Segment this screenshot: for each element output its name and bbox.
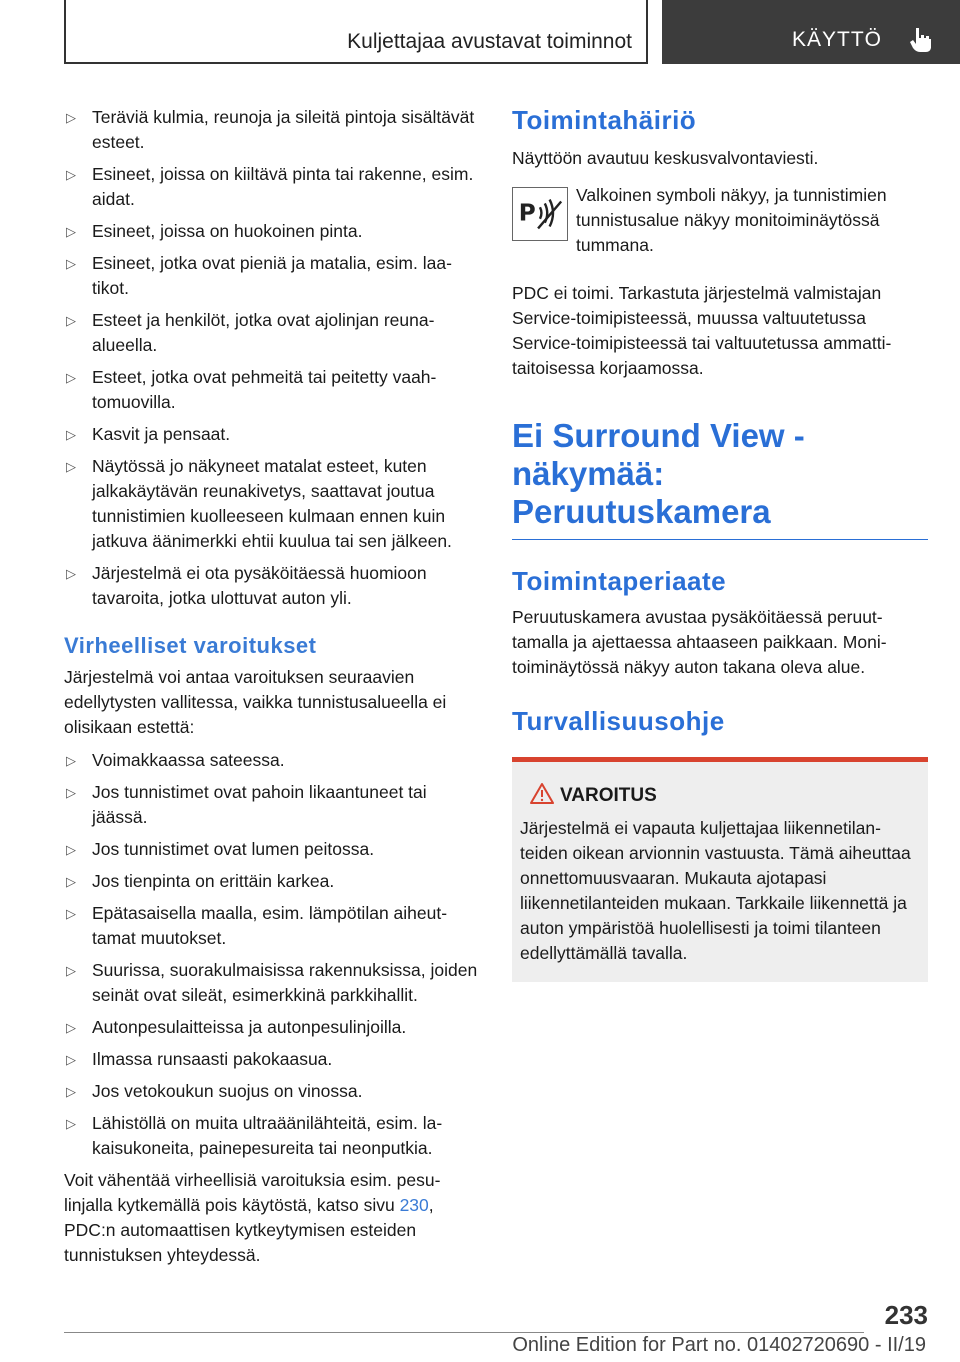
bullet-triangle-icon: ▷ xyxy=(66,1084,76,1099)
false-warnings-intro: Järjestelmä voi antaa varoituksen seuraavien edellytysten vallitessa, vaikka tunnistusalueella ei olisikaan estettä: xyxy=(64,667,447,737)
bullet-triangle-icon: ▷ xyxy=(66,874,76,889)
list-item-text: Esteet, jotka ovat pehmeitä tai peitetty vaahtomuovilla. xyxy=(92,367,437,412)
page-number: 233 xyxy=(884,1300,928,1330)
bullet-triangle-icon: ▷ xyxy=(66,842,76,857)
false-warnings-list xyxy=(64,748,478,1161)
list-item xyxy=(64,422,478,447)
header-section-tab xyxy=(662,0,960,64)
list-item-text: Ilmassa runsaasti pakokaasua. xyxy=(92,1049,333,1069)
bullet-triangle-icon: ▷ xyxy=(66,459,76,474)
list-item xyxy=(64,1079,478,1104)
hand-pointer-icon xyxy=(906,24,936,54)
section-title: KÄYTTÖ xyxy=(792,28,883,51)
bullet-triangle-icon: ▷ xyxy=(66,1052,76,1067)
list-item xyxy=(64,1047,478,1072)
list-item-text: Järjestelmä ei ota pysäköitäessä huomioon tavaroita, jotka ulottuvat auton yli. xyxy=(92,563,427,608)
warning-title: VAROITUS xyxy=(560,785,657,806)
list-item-text: Epätasaisella maalla, esim. lämpötilan aiheuttamat muutokset. xyxy=(92,903,448,948)
bullet-triangle-icon: ▷ xyxy=(66,370,76,385)
bullet-triangle-icon: ▷ xyxy=(66,906,76,921)
bullet-triangle-icon: ▷ xyxy=(66,785,76,800)
closing-text-before: Voit vähentää virheellisiä varoituksia esim. pesulinjalla kytkemällä pois käytöstä, katso sivu xyxy=(64,1170,441,1215)
bullet-triangle-icon: ▷ xyxy=(66,167,76,182)
edition-footer: Online Edition for Part no. 01402720690 - II/19 xyxy=(512,1334,926,1356)
symbol-description: Valkoinen symboli näkyy, ja tunnistimien tunnistusalue näkyy monitoiminäytössä tummana. xyxy=(576,185,887,255)
footer-divider xyxy=(64,1332,864,1333)
symbol-row xyxy=(512,183,928,273)
pdc-warning-icon xyxy=(512,187,568,241)
malfunction-heading: Toimintahäiriö xyxy=(512,105,697,135)
right-column xyxy=(512,105,928,982)
list-item xyxy=(64,748,478,773)
bullet-triangle-icon: ▷ xyxy=(66,753,76,768)
closing-text-after: , PDC:n automaattisen kytkeytymisen esteiden tunnistuksen yhteydessä. xyxy=(64,1195,434,1265)
pdc-failure-text: PDC ei toimi. Tarkastuta järjestelmä valmistajan Service-toimipisteessä, muussa valtuutetussa Service-toimipisteessä tai valtuutetussa ammattitaitoisessa korjaamossa. xyxy=(512,283,892,378)
list-item-text: Näytössä jo näkyneet matalat esteet, kuten jalkakäytävän reunakivetys, saattavat joutua tunnistimien kuolleeseen kulmaan ennen kuin jatkuva äänimerkki ehtii kuulua tai sen jälkeen. xyxy=(92,456,452,551)
warning-triangle-icon xyxy=(530,782,554,804)
main-heading: Ei Surround View - näkymää: Peruutuskamera xyxy=(512,417,928,540)
list-item xyxy=(64,780,478,830)
list-item xyxy=(64,251,478,301)
list-item-text: Jos tunnistimet ovat lumen peitossa. xyxy=(92,839,375,859)
list-item xyxy=(64,1015,478,1040)
list-item xyxy=(64,454,478,554)
list-item xyxy=(64,308,478,358)
closing-paragraph xyxy=(64,1168,478,1268)
bullet-triangle-icon: ▷ xyxy=(66,963,76,978)
list-item-text: Voimakkaassa sateessa. xyxy=(92,750,285,770)
warning-text: Järjestelmä ei vapauta kuljettajaa liikennetilanteiden oikean arvionnin vastuusta. Tämä aiheuttaa onnettomuusvaaran. Mukauta ajotapasi liikennetilanteiden mukaan. Tarkkaile liikennettä ja auton ympäristöä huolellisesti ja toimi tilanteen edellyttämällä tavalla. xyxy=(520,818,911,963)
chapter-title: Kuljettajaa avustavat toiminnot xyxy=(347,30,632,53)
list-item-text: Kasvit ja pensaat. xyxy=(92,424,231,444)
bullet-triangle-icon: ▷ xyxy=(66,313,76,328)
false-warnings-heading: Virheelliset varoitukset xyxy=(64,633,317,658)
principle-text: Peruutuskamera avustaa pysäköitäessä peruuttamalla ja ajettaessa ahtaaseen paikkaan. Monitoiminäytössä näkyy auton takana oleva alue. xyxy=(512,607,887,677)
list-item-text: Lähistöllä on muita ultraäänilähteitä, esim. lakaisukoneita, painepesureita tai neonputkia. xyxy=(92,1113,443,1158)
list-item-text: Autonpesulaitteissa ja autonpesulinjoilla. xyxy=(92,1017,407,1037)
list-item-text: Jos vetokoukun suojus on vinossa. xyxy=(92,1081,363,1101)
list-item-text: Esteet ja henkilöt, jotka ovat ajolinjan reunaalueella. xyxy=(92,310,435,355)
list-item xyxy=(64,901,478,951)
page-header xyxy=(0,0,960,68)
bullet-triangle-icon: ▷ xyxy=(66,566,76,581)
bullet-triangle-icon: ▷ xyxy=(66,1116,76,1131)
list-item-text: Esineet, joissa on huokoinen pinta. xyxy=(92,221,363,241)
bullet-triangle-icon: ▷ xyxy=(66,427,76,442)
safety-heading: Turvallisuusohje xyxy=(512,706,725,736)
list-item xyxy=(64,365,478,415)
limitations-list xyxy=(64,105,478,611)
principle-heading: Toimintaperiaate xyxy=(512,566,727,596)
bullet-triangle-icon: ▷ xyxy=(66,256,76,271)
list-item-text: Suurissa, suorakulmaisissa rakennuksissa, joiden seinät ovat sileät, esimerkkinä parkkihallit. xyxy=(92,960,478,1005)
list-item xyxy=(64,837,478,862)
warning-title-row xyxy=(520,782,920,810)
list-item-text: Teräviä kulmia, reunoja ja sileitä pintoja sisältävät esteet. xyxy=(92,107,475,152)
list-item-text: Esineet, joissa on kiiltävä pinta tai rakenne, esim. aidat. xyxy=(92,164,474,209)
warning-box xyxy=(512,757,928,982)
bullet-triangle-icon: ▷ xyxy=(66,110,76,125)
header-chapter-box xyxy=(64,0,648,64)
list-item-text: Jos tunnistimet ovat pahoin likaantuneet tai jäässä. xyxy=(92,782,427,827)
malfunction-text: Näyttöön avautuu keskusvalvontaviesti. xyxy=(512,148,819,168)
left-column xyxy=(64,105,478,1276)
list-item xyxy=(64,219,478,244)
bullet-triangle-icon: ▷ xyxy=(66,1020,76,1035)
list-item xyxy=(64,162,478,212)
page-link-230[interactable]: 230 xyxy=(399,1195,429,1215)
list-item xyxy=(64,105,478,155)
list-item xyxy=(64,1111,478,1161)
list-item-text: Jos tienpinta on erittäin karkea. xyxy=(92,871,335,891)
svg-text:P: P xyxy=(518,200,536,227)
list-item xyxy=(64,869,478,894)
list-item-text: Esineet, jotka ovat pieniä ja matalia, esim. laatikot. xyxy=(92,253,452,298)
bullet-triangle-icon: ▷ xyxy=(66,224,76,239)
list-item xyxy=(64,561,478,611)
list-item xyxy=(64,958,478,1008)
